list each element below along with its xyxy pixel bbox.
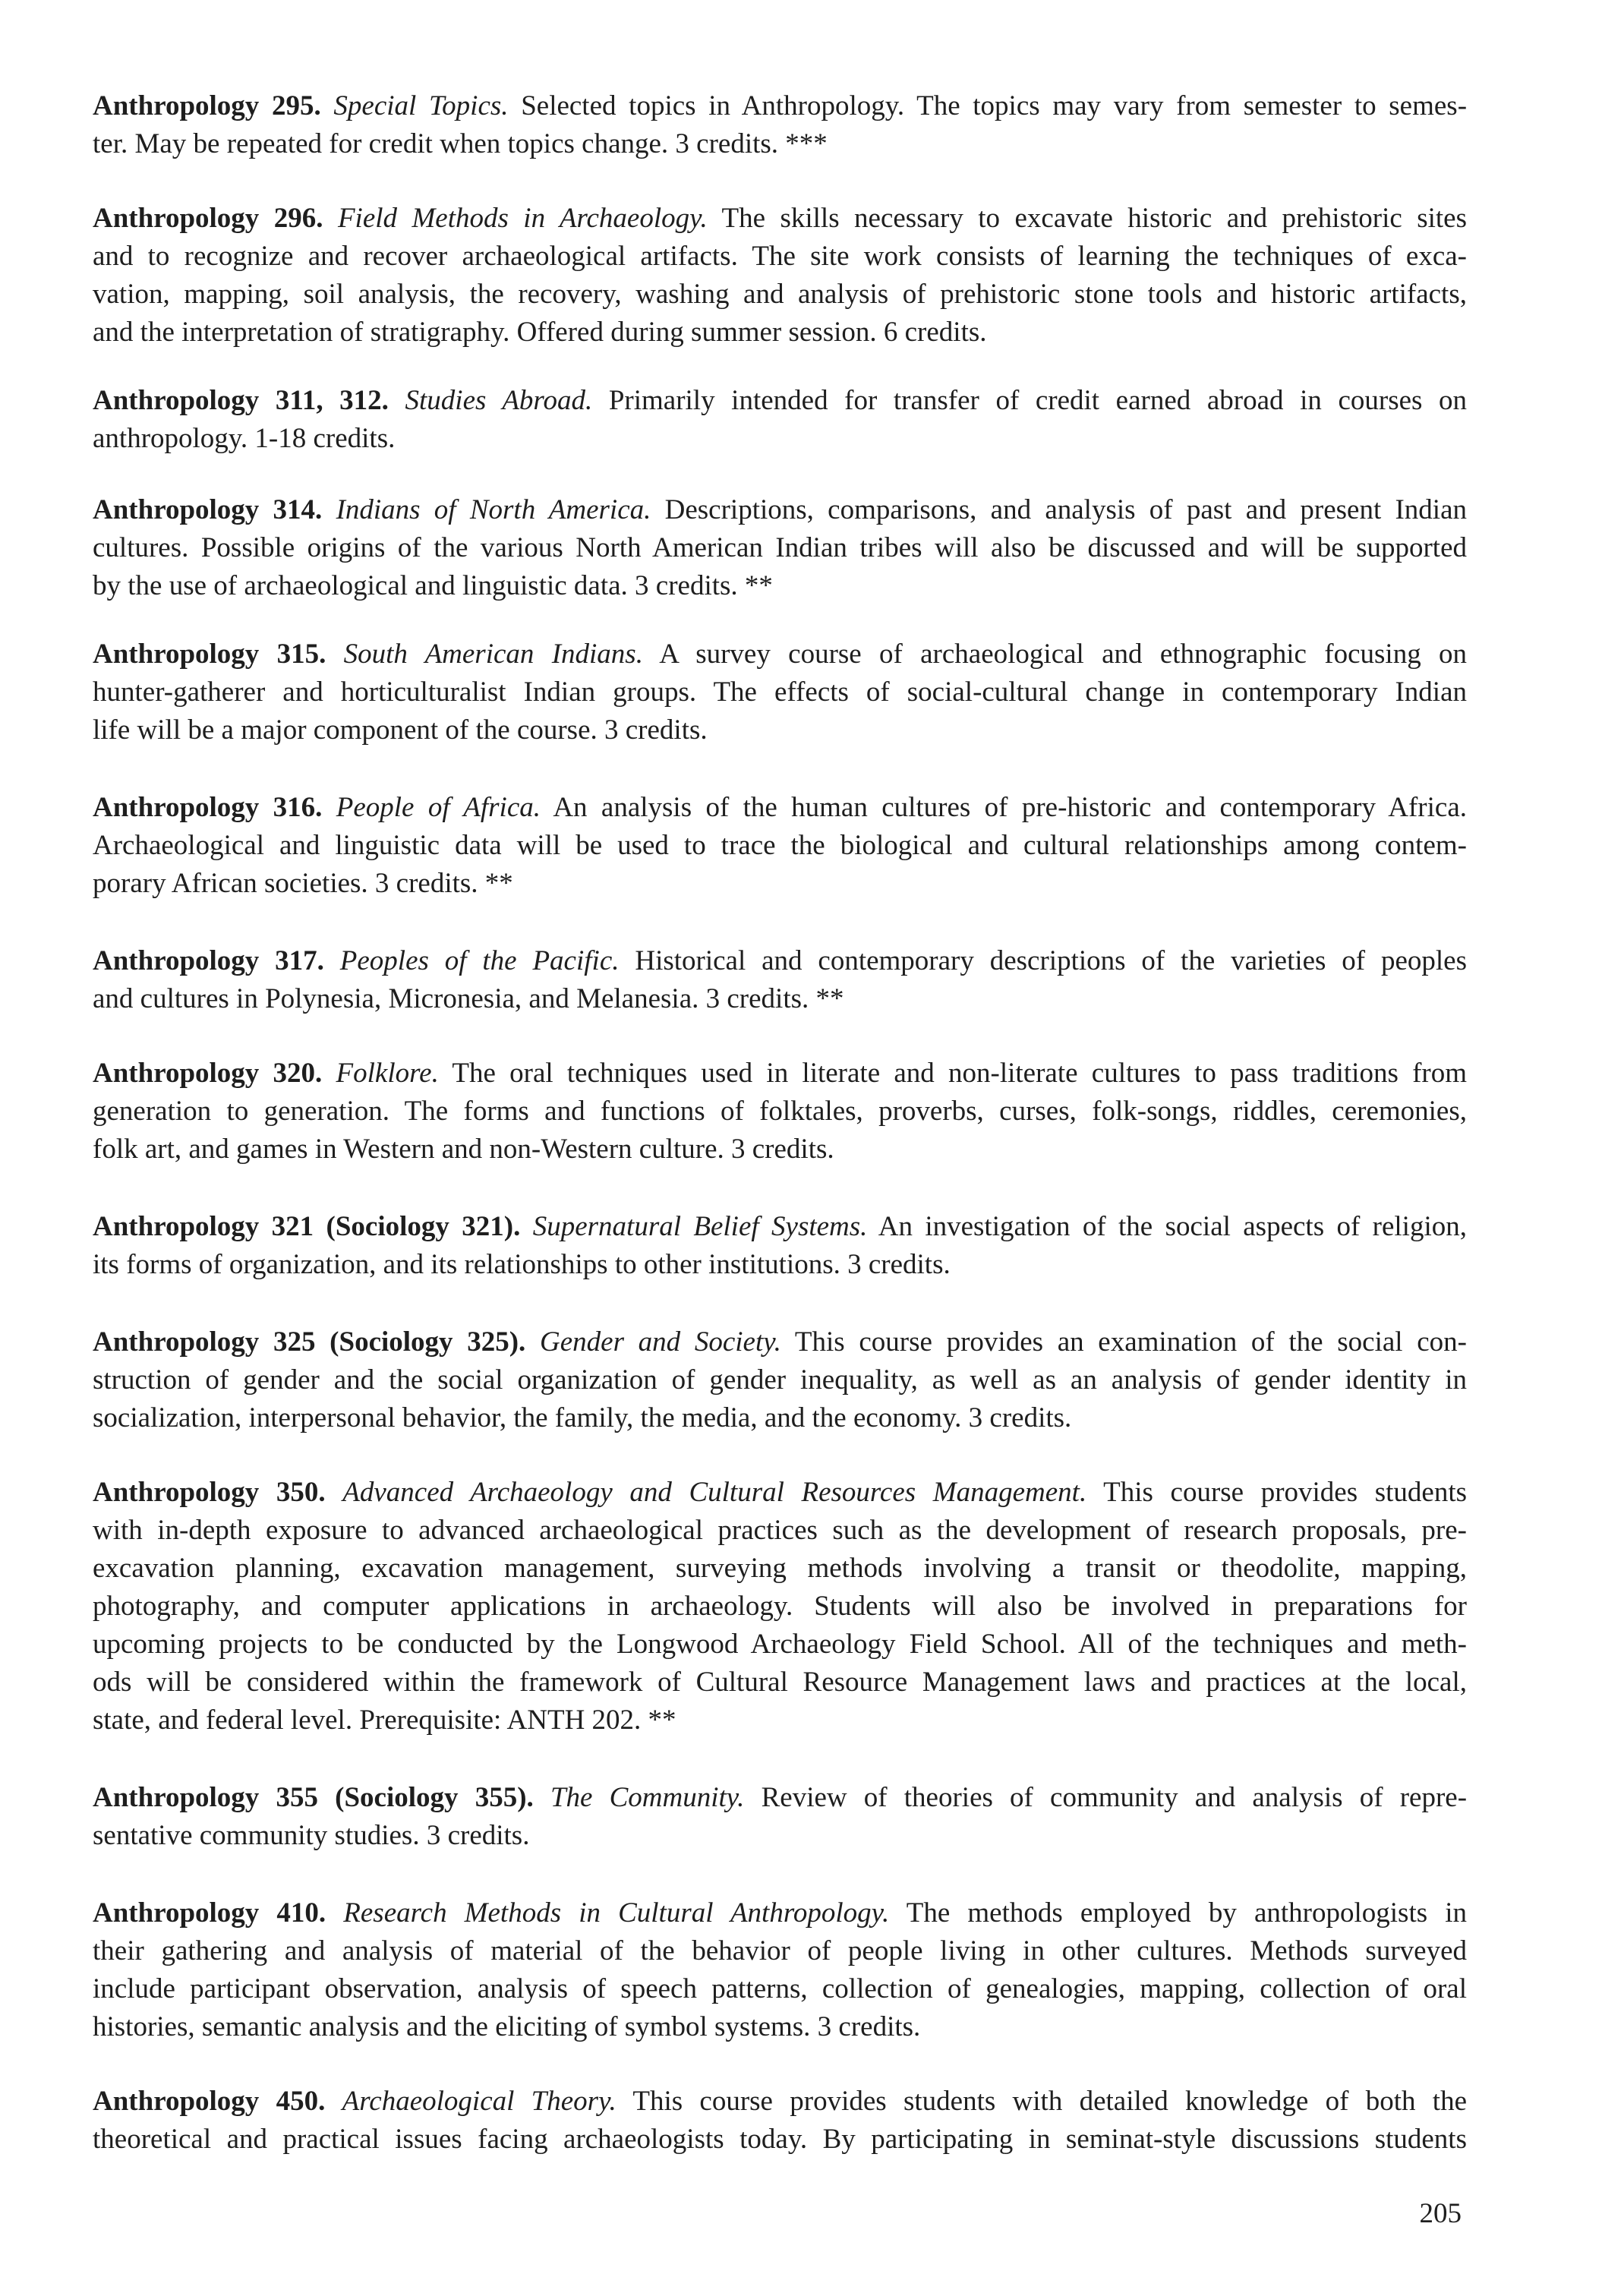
course-entry	[93, 1779, 1467, 1855]
description-line: include participant observation, analysis of speech patterns, collection of genealogies, mapping, collection of oral	[93, 1973, 1467, 2004]
course-title: Folklore.	[336, 1058, 439, 1089]
course-title: Advanced Archaeology and Cultural Resources Management.	[342, 1477, 1087, 1508]
description-line: photography, and computer applications in archaeology. Students will also be involved in preparations for	[93, 1591, 1467, 1622]
description-line	[93, 87, 1467, 125]
description-line: folk art, and games in Western and non-Western culture. 3 credits.	[93, 1134, 834, 1165]
description-line: state, and federal level. Prerequisite: ANTH 202. **	[93, 1705, 676, 1736]
course-entry	[93, 1055, 1467, 1168]
course-title: The Community.	[550, 1782, 745, 1813]
description-line	[93, 1474, 1467, 1512]
course-entry	[93, 2083, 1467, 2159]
description-text: Selected topics in Anthropology. The topics may vary from semester to semes-	[521, 90, 1468, 121]
description-text: Descriptions, comparisons, and analysis of past and present Indian	[664, 494, 1467, 525]
course-code: Anthropology 355 (Sociology 355).	[93, 1782, 534, 1813]
description-line: and the interpretation of stratigraphy. Offered during summer session. 6 credits.	[93, 317, 987, 348]
course-title: Indians of North America.	[336, 494, 651, 525]
course-code: Anthropology 317.	[93, 945, 324, 976]
description-line: anthropology. 1-18 credits.	[93, 423, 396, 454]
course-code: Anthropology 295.	[93, 90, 321, 121]
description-line: excavation planning, excavation management, surveying methods involving a transit or theodolite, mapping,	[93, 1553, 1467, 1584]
description-line: cultures. Possible origins of the various North American Indian tribes will also be discussed and will be supported	[93, 532, 1467, 563]
course-title: Supernatural Belief Systems.	[532, 1211, 868, 1242]
description-line: their gathering and analysis of material of the behavior of people living in other cultures. Methods surveyed	[93, 1935, 1467, 1966]
description-line	[93, 942, 1467, 980]
page-number: 205	[1419, 2198, 1462, 2229]
course-title: Research Methods in Cultural Anthropology.	[343, 1897, 890, 1929]
course-code: Anthropology 296.	[93, 203, 323, 234]
course-title: Field Methods in Archaeology.	[337, 203, 708, 234]
description-line: with in-depth exposure to advanced archaeological practices such as the development of research proposals, pre-	[93, 1515, 1467, 1546]
description-text: This course provides students with detailed knowledge of both the	[632, 2086, 1468, 2117]
description-line	[93, 1055, 1467, 1093]
description-line	[93, 789, 1467, 827]
course-code: Anthropology 410.	[93, 1897, 326, 1929]
description-line: struction of gender and the social organization of gender inequality, as well as an analysis of gender identity in	[93, 1364, 1467, 1396]
course-title: Archaeological Theory.	[342, 2086, 616, 2117]
description-line: histories, semantic analysis and the eliciting of symbol systems. 3 credits.	[93, 2011, 921, 2042]
description-line: sentative community studies. 3 credits.	[93, 1820, 530, 1851]
description-line: socialization, interpersonal behavior, the family, the media, and the economy. 3 credits.	[93, 1402, 1072, 1433]
course-entry	[93, 87, 1467, 163]
description-line: generation to generation. The forms and functions of folktales, proverbs, curses, folk-songs, riddles, ceremonies,	[93, 1096, 1467, 1127]
description-line: life will be a major component of the course. 3 credits.	[93, 714, 708, 746]
description-line: ter. May be repeated for credit when topics change. 3 credits. ***	[93, 128, 828, 159]
description-line	[93, 2083, 1467, 2121]
course-entry	[93, 1894, 1467, 2046]
description-line	[93, 491, 1467, 529]
description-line	[93, 1894, 1467, 1932]
description-line: Archaeological and linguistic data will be used to trace the biological and cultural relationships among contem-	[93, 830, 1467, 861]
course-title: South American Indians.	[343, 639, 643, 670]
description-text: Historical and contemporary descriptions of the varieties of peoples	[635, 945, 1468, 976]
description-text: Review of theories of community and analysis of repre-	[761, 1782, 1468, 1813]
catalog-page	[93, 87, 1467, 2159]
description-text: A survey course of archaeological and ethnographic focusing on	[659, 639, 1467, 670]
description-line	[93, 1208, 1467, 1246]
description-line: and cultures in Polynesia, Micronesia, and Melanesia. 3 credits. **	[93, 983, 844, 1014]
description-line: and to recognize and recover archaeological artifacts. The site work consists of learning the techniques of exca-	[93, 241, 1467, 272]
course-code: Anthropology 316.	[93, 792, 323, 823]
course-title: Peoples of the Pacific.	[339, 945, 620, 976]
course-title: Studies Abroad.	[405, 385, 593, 416]
description-text: An investigation of the social aspects of religion,	[878, 1211, 1467, 1242]
course-entry	[93, 636, 1467, 749]
description-line: vation, mapping, soil analysis, the recovery, washing and analysis of prehistoric stone tools and historic artifacts,	[93, 279, 1467, 310]
description-line: hunter-gatherer and horticulturalist Indian groups. The effects of social-cultural change in contemporary Indian	[93, 676, 1467, 708]
course-code: Anthropology 314.	[93, 494, 323, 525]
course-entry	[93, 789, 1467, 903]
description-line: its forms of organization, and its relationships to other institutions. 3 credits.	[93, 1249, 951, 1280]
description-text: Primarily intended for transfer of credit earned abroad in courses on	[608, 385, 1468, 416]
description-text: The skills necessary to excavate historic and prehistoric sites	[721, 203, 1467, 234]
course-entry	[93, 1208, 1467, 1284]
description-line	[93, 1779, 1467, 1817]
course-code: Anthropology 320.	[93, 1058, 323, 1089]
course-entry	[93, 491, 1467, 605]
course-entry	[93, 942, 1467, 1018]
description-text: This course provides students	[1103, 1477, 1467, 1508]
course-code: Anthropology 350.	[93, 1477, 326, 1508]
description-line	[93, 1323, 1467, 1361]
course-entry	[93, 382, 1467, 458]
course-entry	[93, 200, 1467, 352]
description-line: porary African societies. 3 credits. **	[93, 868, 513, 899]
description-line: ods will be considered within the framework of Cultural Resource Management laws and practices at the local,	[93, 1667, 1467, 1698]
description-line	[93, 636, 1467, 673]
course-entry	[93, 1474, 1467, 1739]
course-title: Special Topics.	[333, 90, 509, 121]
description-line	[93, 382, 1467, 420]
course-code: Anthropology 325 (Sociology 325).	[93, 1326, 526, 1358]
description-text: This course provides an examination of the social con-	[794, 1326, 1467, 1358]
course-code: Anthropology 450.	[93, 2086, 326, 2117]
course-entry	[93, 1323, 1467, 1437]
description-text: The methods employed by anthropologists in	[906, 1897, 1468, 1929]
course-title: Gender and Society.	[540, 1326, 781, 1358]
course-code: Anthropology 311, 312.	[93, 385, 389, 416]
description-text: An analysis of the human cultures of pre-historic and contemporary Africa.	[553, 792, 1467, 823]
description-text: The oral techniques used in literate and non-literate cultures to pass traditions from	[452, 1058, 1468, 1089]
description-line	[93, 200, 1467, 238]
course-code: Anthropology 321 (Sociology 321).	[93, 1211, 521, 1242]
description-line: upcoming projects to be conducted by the Longwood Archaeology Field School. All of the techniques and meth-	[93, 1629, 1467, 1660]
description-line: theoretical and practical issues facing archaeologists today. By participating in seminat-style discussions students	[93, 2124, 1467, 2155]
course-title: People of Africa.	[336, 792, 541, 823]
description-line: by the use of archaeological and linguistic data. 3 credits. **	[93, 570, 773, 601]
course-code: Anthropology 315.	[93, 639, 326, 670]
